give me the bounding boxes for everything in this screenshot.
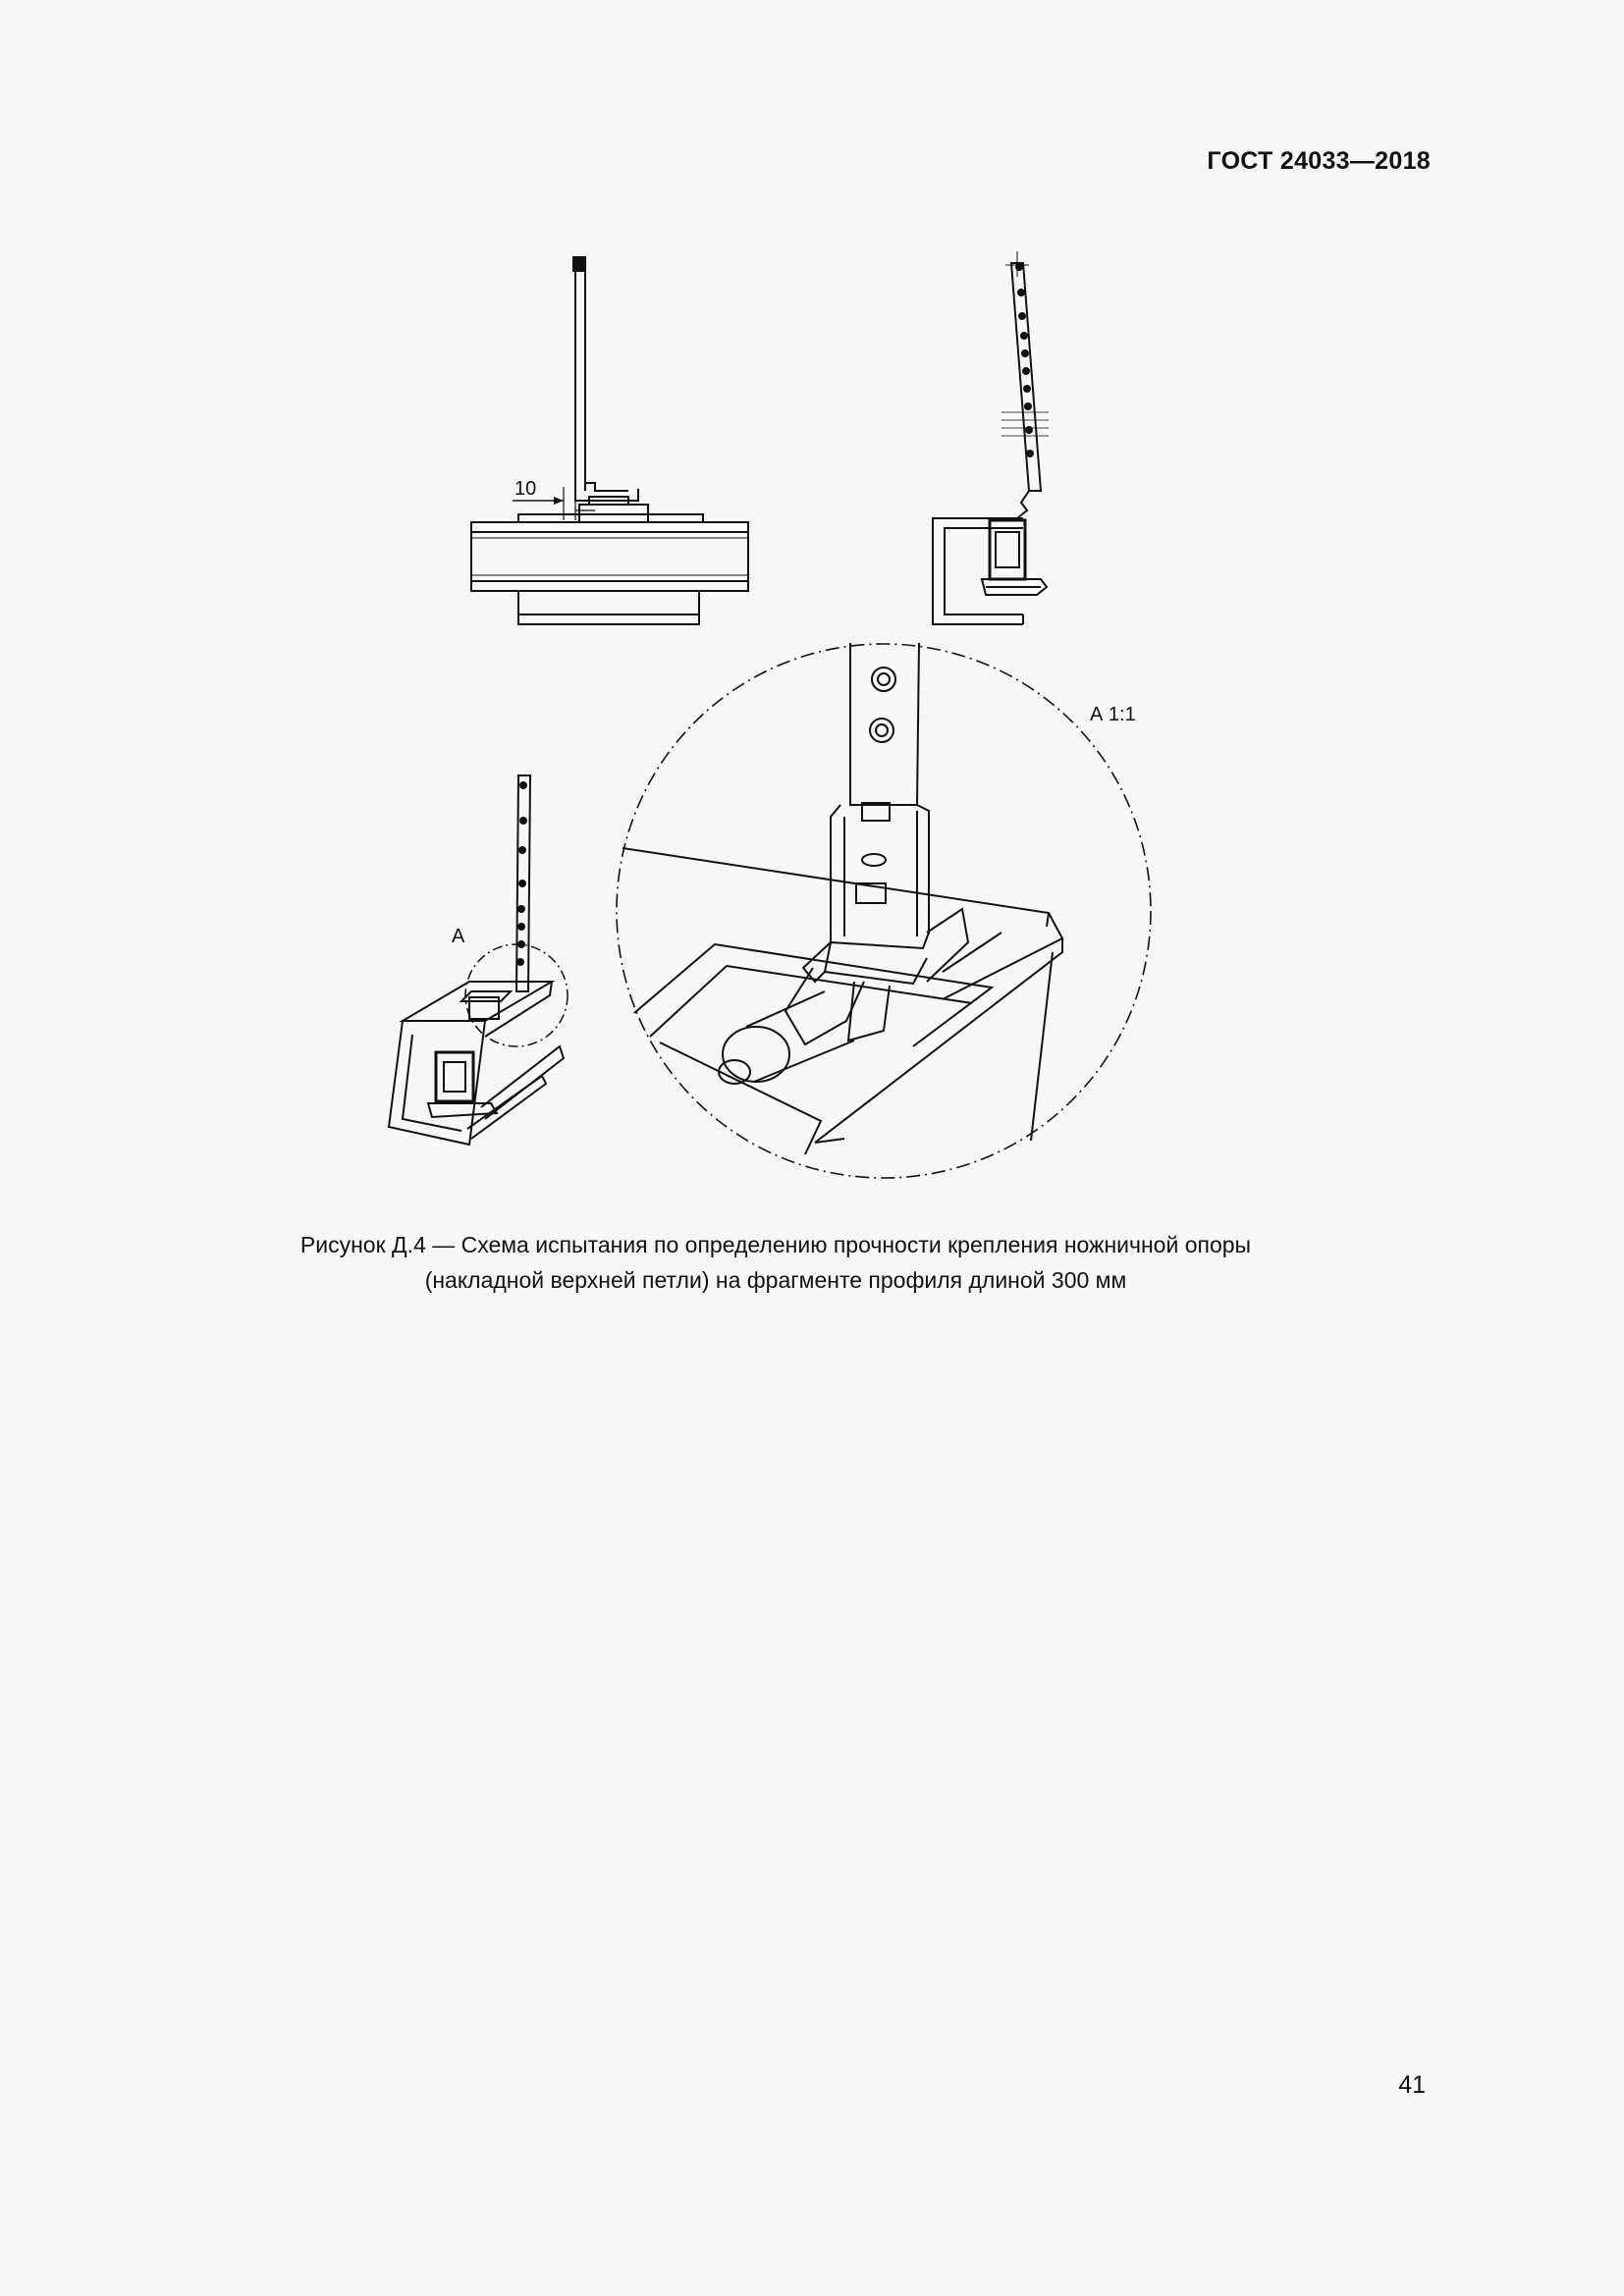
page-number: 41 (1398, 2071, 1426, 2099)
caption-line-1: Рисунок Д.4 — Схема испытания по определению прочности крепления ножничной опоры (299, 1232, 1252, 1257)
section-view-drawing (933, 251, 1049, 624)
callout-label: А (452, 926, 465, 947)
detail-label: А 1:1 (1090, 704, 1136, 725)
document-header: ГОСТ 24033—2018 (1207, 147, 1431, 175)
detail-view-drawing (617, 643, 1151, 1178)
dimension-label: 10 (514, 478, 537, 500)
side-view-drawing (471, 257, 748, 624)
isometric-view-drawing (389, 775, 568, 1145)
caption-line-2: (накладной верхней петли) на фрагменте профиля длиной 300 мм (424, 1267, 1127, 1293)
figure-caption (0, 1227, 1551, 1298)
